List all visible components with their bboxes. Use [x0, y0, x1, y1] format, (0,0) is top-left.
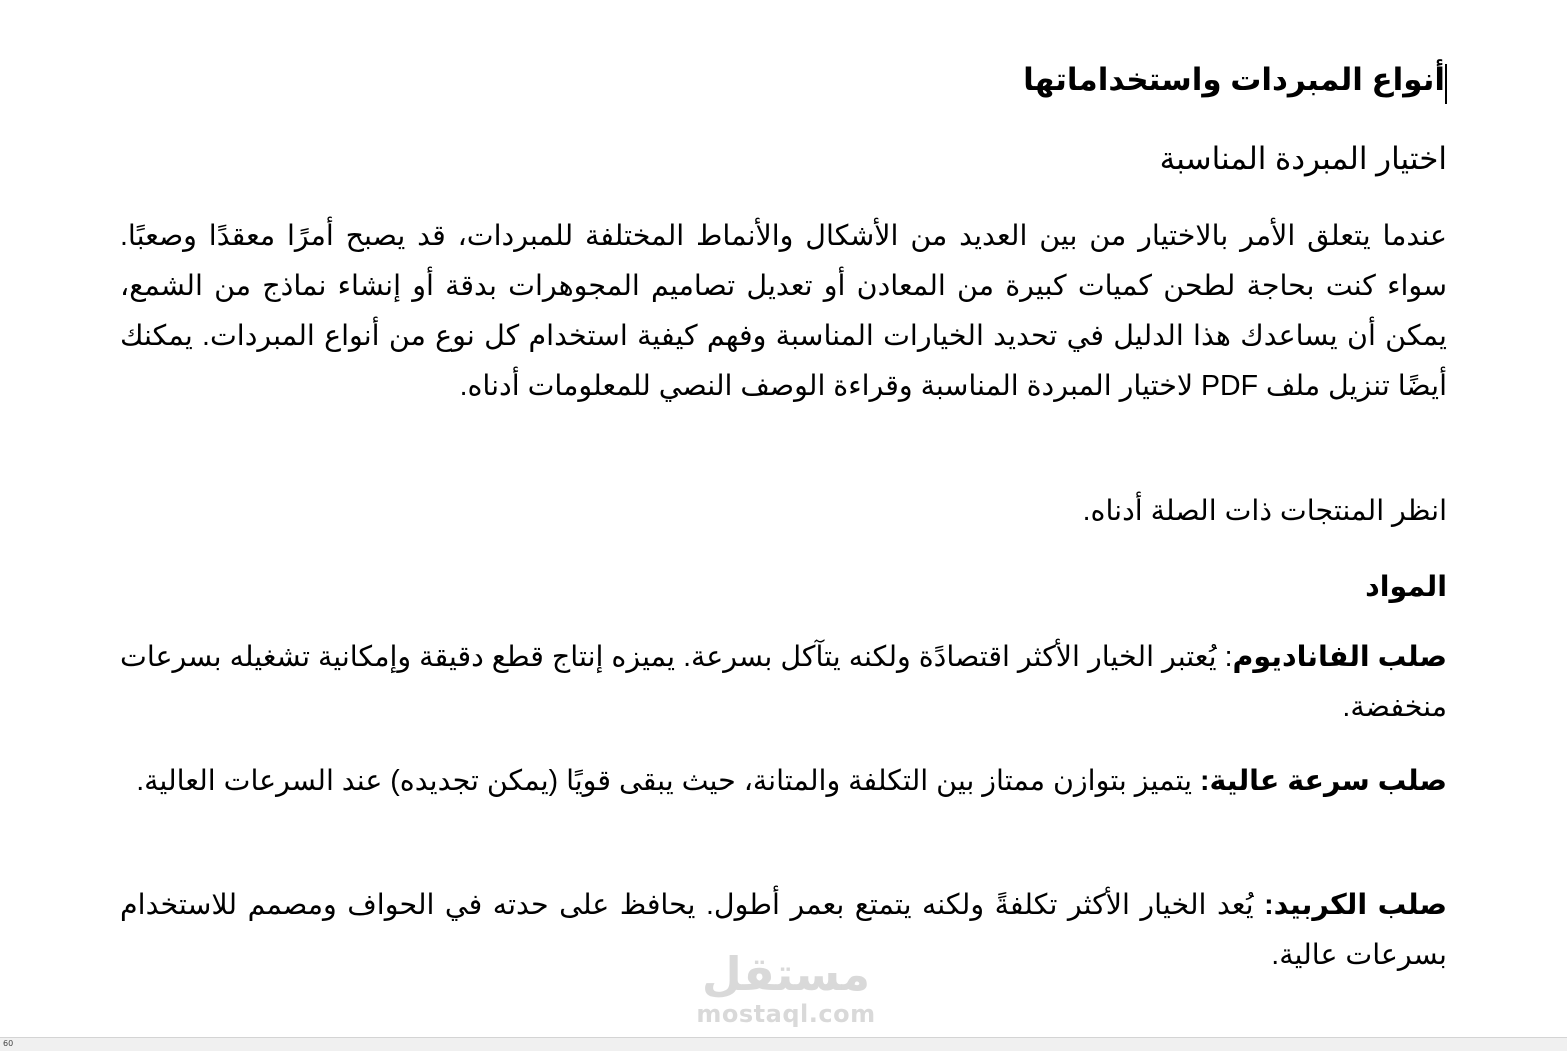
materials-heading: المواد [1365, 571, 1447, 603]
document-subtitle: اختيار المبردة المناسبة [1159, 141, 1447, 176]
material-description: يُعد الخيار الأكثر تكلفةً ولكنه يتمتع بعمر أطول. يحافظ على حدته في الحواف ومصمم للاستخدام بسرعات عالية. [120, 889, 1447, 971]
material-term: صلب الفاناديوم [1232, 641, 1447, 673]
text-cursor [1445, 64, 1447, 104]
material-item-vanadium [120, 632, 1447, 732]
material-item-carbide [120, 880, 1447, 980]
document-title: أنواع المبردات واستخداماتها [1023, 62, 1445, 97]
material-term: صلب سرعة عالية: [1200, 765, 1447, 797]
related-products-line: انظر المنتجات ذات الصلة أدناه. [1082, 495, 1447, 527]
material-description: يتميز بتوازن ممتاز بين التكلفة والمتانة، حيث يبقى قويًا (يمكن تجديده) عند السرعات العالية. [136, 765, 1201, 797]
material-description: : يُعتبر الخيار الأكثر اقتصادًة ولكنه يتآكل بسرعة. يميزه إنتاج قطع دقيقة وإمكانية تشغيله بسرعات منخفضة. [120, 641, 1447, 723]
material-term: صلب الكربيد: [1264, 889, 1447, 921]
intro-paragraph: عندما يتعلق الأمر بالاختيار من بين العديد من الأشكال والأنماط المختلفة للمبردات، قد يصبح أمرًا معقدًا وصعبًا. سواء كنت بحاجة لطحن كميات كبيرة من المعادن أو تعديل تصاميم المجوهرات بدقة أو إنشاء نماذج من الشمع، يمكن أن يساعدك هذا الدليل في تحديد الخيارات المناسبة وفهم كيفية استخدام كل نوع من أنواع المبردات. يمكنك أيضًا تنزيل ملف PDF لاختيار المبردة المناسبة وقراءة الوصف النصي للمعلومات أدناه. [120, 220, 1447, 402]
watermark-latin: mostaql.com [696, 1000, 876, 1028]
status-bar [0, 1037, 1567, 1051]
watermark-arabic: مستقل [701, 947, 871, 1001]
material-item-high-speed [120, 756, 1447, 806]
status-text: 60 [3, 1039, 14, 1048]
